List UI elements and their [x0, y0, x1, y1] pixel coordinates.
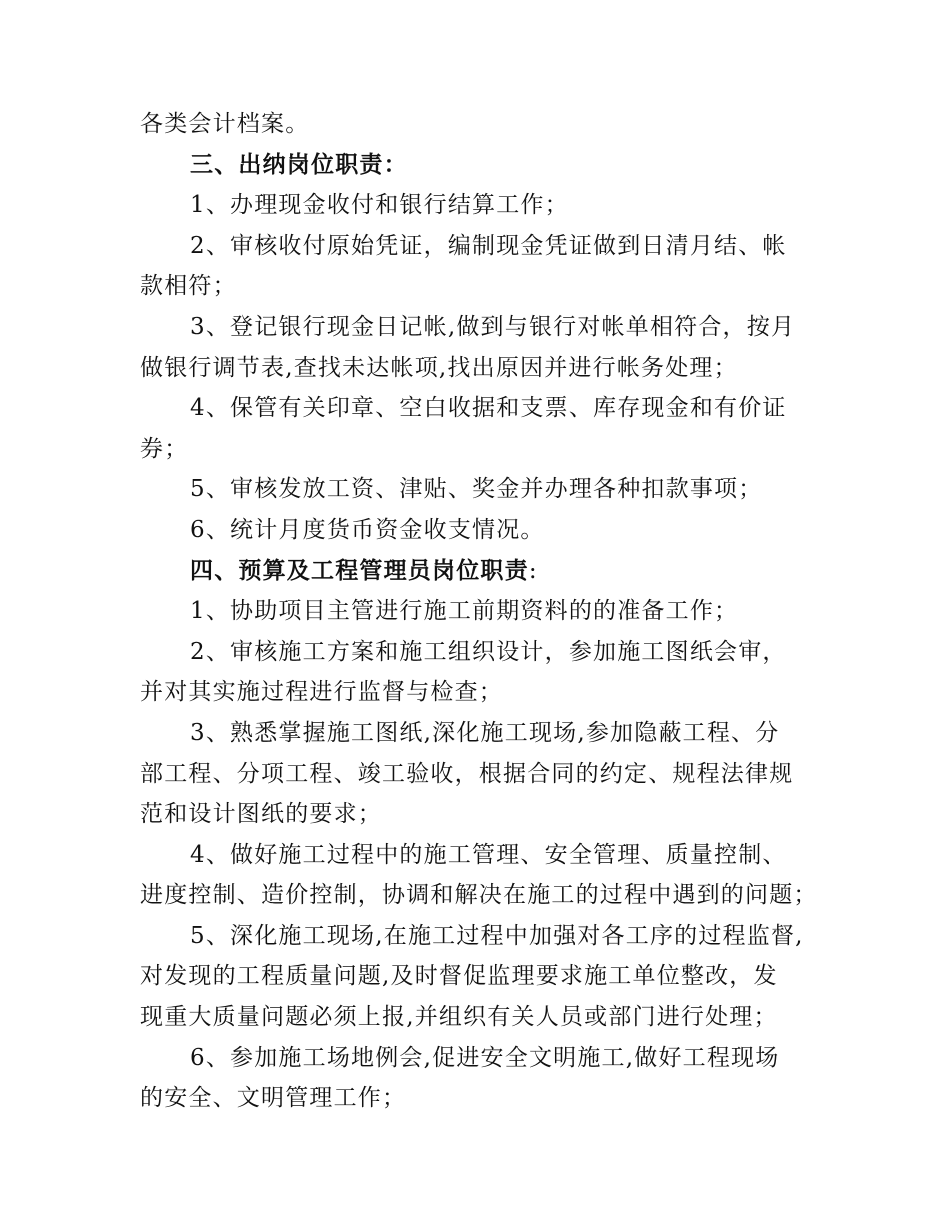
section-heading-punct: ：: [383, 150, 408, 178]
section-heading-text: 四、预算及工程管理员岗位职责: [190, 556, 529, 584]
list-item: [140, 632, 830, 713]
list-item: [140, 1038, 830, 1119]
text-line: 5、审核发放工资、津贴、奖金并办理各种扣款事项；: [190, 476, 763, 503]
text-line: 券；: [140, 435, 189, 462]
list-item: [140, 713, 830, 835]
text-line: 各类会计档案。: [140, 111, 310, 137]
list-item: [140, 916, 830, 1038]
text-line: 6、统计月度货币资金收支情况。: [190, 516, 545, 543]
text-line: 2、审核收付原始凭证，编制现金凭证做到日清月结、帐: [190, 232, 787, 259]
list-item: [140, 307, 830, 388]
text-line: 部工程、分项工程、竣工验收，根据合同的约定、规程法律规: [140, 760, 794, 787]
opening-line: [140, 104, 830, 145]
list-item: [140, 510, 830, 551]
text-line: 现重大质量问题必须上报,并组织有关人员或部门进行处理；: [140, 1004, 778, 1031]
section-heading-budget: [140, 551, 830, 592]
text-line: 4、保管有关印章、空白收据和支票、库存现金和有价证: [190, 395, 787, 422]
text-line: 对发现的工程质量问题,及时督促监理要求施工单位整改，发: [140, 963, 778, 990]
list-item: [140, 835, 830, 916]
text-line: 并对其实施过程进行监督与检查；: [140, 679, 503, 706]
list-item: [140, 226, 830, 307]
text-line: 范和设计图纸的要求；: [140, 801, 382, 828]
text-line: 6、参加施工场地例会,促进安全文明施工,做好工程现场: [190, 1044, 780, 1071]
list-item: [140, 185, 830, 226]
list-item: [140, 591, 830, 632]
text-line: 5、深化施工现场,在施工过程中加强对各工序的过程监督,: [190, 922, 804, 949]
text-line: 1、协助项目主管进行施工前期资料的的准备工作；: [190, 598, 739, 625]
section-heading-cashier: [140, 145, 830, 186]
list-item: [140, 469, 830, 510]
document-body: [140, 104, 830, 1119]
text-line: 做银行调节表,查找未达帐项,找出原因并进行帐务处理；: [140, 354, 738, 381]
text-line: 的安全、文明管理工作；: [140, 1085, 407, 1112]
text-line: 款相符；: [140, 273, 237, 300]
text-line: 2、审核施工方案和施工组织设计，参加施工图纸会审，: [190, 638, 787, 665]
text-line: 进度控制、造价控制，协调和解决在施工的过程中遇到的问题；: [140, 882, 818, 909]
text-line: 4、做好施工过程中的施工管理、安全管理、质量控制、: [190, 841, 787, 868]
text-line: 3、熟悉掌握施工图纸,深化施工现场,参加隐蔽工程、分: [190, 719, 780, 746]
section-heading-punct: :: [528, 557, 538, 584]
section-heading-text: 三、出纳岗位职责: [190, 150, 384, 178]
text-line: 1、办理现金收付和银行结算工作；: [190, 192, 569, 219]
text-line: 3、登记银行现金日记帐,做到与银行对帐单相符合，按月: [190, 313, 796, 340]
list-item: [140, 388, 830, 469]
